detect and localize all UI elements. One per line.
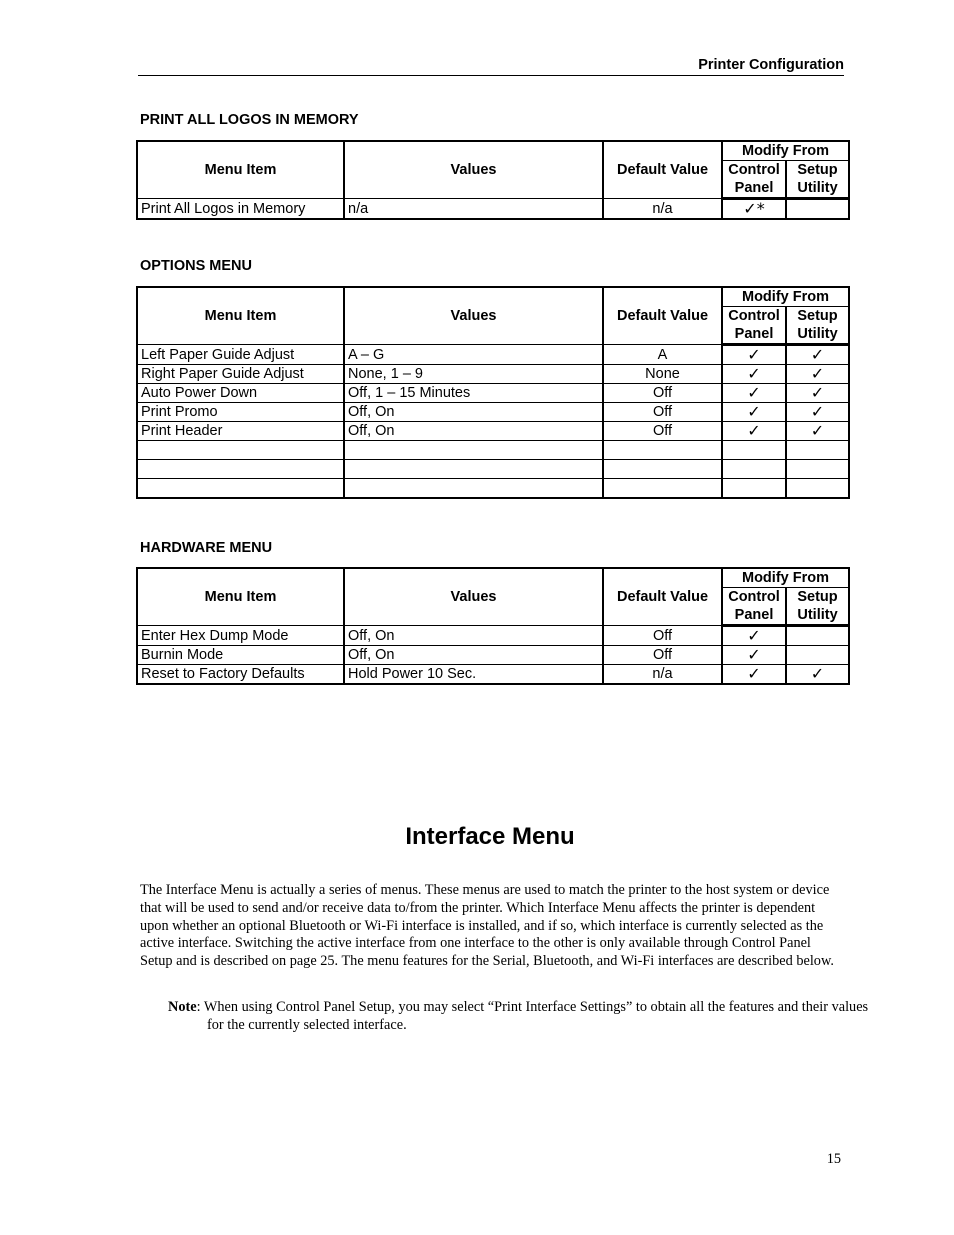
note-paragraph bbox=[168, 999, 887, 1035]
col-setup-utility-1: Setup bbox=[786, 161, 849, 180]
setup-cell bbox=[786, 626, 849, 646]
menu-item-cell: Print Promo bbox=[137, 403, 344, 422]
values-cell: Hold Power 10 Sec. bbox=[344, 665, 603, 685]
values-cell: Off, On bbox=[344, 626, 603, 646]
table-row bbox=[137, 403, 849, 422]
default-cell: n/a bbox=[603, 199, 722, 220]
default-cell: n/a bbox=[603, 665, 722, 685]
checkmark-icon: ✓ bbox=[722, 345, 786, 365]
col-menu-item: Menu Item bbox=[137, 141, 344, 199]
empty-row bbox=[137, 460, 849, 479]
hardware-section-title: HARDWARE MENU bbox=[140, 540, 273, 556]
checkmark-icon: ✓ bbox=[786, 403, 849, 422]
checkmark-icon: ✓* bbox=[722, 199, 786, 220]
col-setup-utility-2: Utility bbox=[786, 179, 849, 199]
checkmark-icon: ✓ bbox=[722, 665, 786, 685]
menu-item-cell: Auto Power Down bbox=[137, 384, 344, 403]
col-default-value: Default Value bbox=[603, 141, 722, 199]
table-row bbox=[137, 365, 849, 384]
col-control-panel-1: Control bbox=[722, 161, 786, 180]
table-row bbox=[137, 646, 849, 665]
checkmark-icon: ✓ bbox=[786, 665, 849, 685]
col-setup-utility-2: Utility bbox=[786, 606, 849, 626]
col-control-panel-1: Control bbox=[722, 307, 786, 326]
col-modify-from: Modify From bbox=[722, 568, 849, 588]
logos-table bbox=[136, 140, 850, 220]
hardware-table bbox=[136, 567, 850, 685]
default-cell: Off bbox=[603, 626, 722, 646]
page-number: 15 bbox=[826, 1151, 841, 1167]
checkmark-icon: ✓ bbox=[722, 384, 786, 403]
checkmark-icon: ✓ bbox=[786, 384, 849, 403]
checkmark-icon: ✓ bbox=[722, 403, 786, 422]
interface-heading: Interface Menu bbox=[405, 823, 575, 850]
col-menu-item: Menu Item bbox=[137, 287, 344, 345]
col-setup-utility-1: Setup bbox=[786, 307, 849, 326]
table-row bbox=[137, 665, 849, 685]
checkmark-icon: ✓ bbox=[786, 345, 849, 365]
col-default-value: Default Value bbox=[603, 568, 722, 626]
col-menu-item: Menu Item bbox=[137, 568, 344, 626]
default-cell: Off bbox=[603, 403, 722, 422]
col-setup-utility-2: Utility bbox=[786, 325, 849, 345]
checkmark-icon: ✓ bbox=[786, 365, 849, 384]
values-cell: Off, 1 – 15 Minutes bbox=[344, 384, 603, 403]
options-table bbox=[136, 286, 850, 499]
empty-row bbox=[137, 441, 849, 460]
col-values: Values bbox=[344, 287, 603, 345]
setup-cell bbox=[786, 646, 849, 665]
table-row bbox=[137, 626, 849, 646]
values-cell: None, 1 – 9 bbox=[344, 365, 603, 384]
menu-item-cell: Print Header bbox=[137, 422, 344, 441]
checkmark-icon: ✓ bbox=[786, 422, 849, 441]
checkmark-icon: ✓ bbox=[722, 646, 786, 665]
note-label: Note bbox=[168, 999, 197, 1015]
col-values: Values bbox=[344, 141, 603, 199]
default-cell: Off bbox=[603, 384, 722, 403]
setup-cell bbox=[786, 199, 849, 220]
menu-item-cell: Burnin Mode bbox=[137, 646, 344, 665]
col-default-value: Default Value bbox=[603, 287, 722, 345]
col-modify-from: Modify From bbox=[722, 141, 849, 161]
values-cell: Off, On bbox=[344, 403, 603, 422]
empty-row bbox=[137, 479, 849, 499]
menu-item-cell: Print All Logos in Memory bbox=[137, 199, 344, 220]
col-values: Values bbox=[344, 568, 603, 626]
col-control-panel-2: Panel bbox=[722, 606, 786, 626]
options-section-title: OPTIONS MENU bbox=[140, 258, 252, 274]
values-cell: Off, On bbox=[344, 422, 603, 441]
checkmark-icon: ✓ bbox=[722, 422, 786, 441]
values-cell: A – G bbox=[344, 345, 603, 365]
col-control-panel-1: Control bbox=[722, 588, 786, 607]
table-row bbox=[137, 199, 849, 220]
col-setup-utility-1: Setup bbox=[786, 588, 849, 607]
default-cell: Off bbox=[603, 422, 722, 441]
checkmark-icon: ✓ bbox=[722, 626, 786, 646]
note-text: : When using Control Panel Setup, you may select “Print Interface Settings” to obtain all the features and their values for the currently selected interface. bbox=[196, 999, 869, 1033]
interface-paragraph: The Interface Menu is actually a series of menus. These menus are used to match the printer to the host system or device that will be used to send and/or receive data to/from the printer. Which Interface Menu affects the printer is dependent upon whether an optional Bluetooth or Wi-Fi interface is installed, and if so, which interface is currently selected as the active interface. Switching the active interface from one interface to the other is only available through Control Panel Setup and is described on page 25. The menu features for the Serial, Bluetooth, and Wi-Fi interfaces are described below. bbox=[140, 882, 834, 970]
logos-section-title: PRINT ALL LOGOS IN MEMORY bbox=[140, 112, 359, 128]
default-cell: Off bbox=[603, 646, 722, 665]
table-row bbox=[137, 422, 849, 441]
menu-item-cell: Reset to Factory Defaults bbox=[137, 665, 344, 685]
default-cell: None bbox=[603, 365, 722, 384]
col-control-panel-2: Panel bbox=[722, 325, 786, 345]
menu-item-cell: Right Paper Guide Adjust bbox=[137, 365, 344, 384]
values-cell: n/a bbox=[344, 199, 603, 220]
default-cell: A bbox=[603, 345, 722, 365]
col-modify-from: Modify From bbox=[722, 287, 849, 307]
checkmark-icon: ✓ bbox=[722, 365, 786, 384]
col-control-panel-2: Panel bbox=[722, 179, 786, 199]
values-cell: Off, On bbox=[344, 646, 603, 665]
table-row bbox=[137, 384, 849, 403]
menu-item-cell: Enter Hex Dump Mode bbox=[137, 626, 344, 646]
running-header: Printer Configuration bbox=[138, 57, 844, 76]
table-row bbox=[137, 345, 849, 365]
menu-item-cell: Left Paper Guide Adjust bbox=[137, 345, 344, 365]
